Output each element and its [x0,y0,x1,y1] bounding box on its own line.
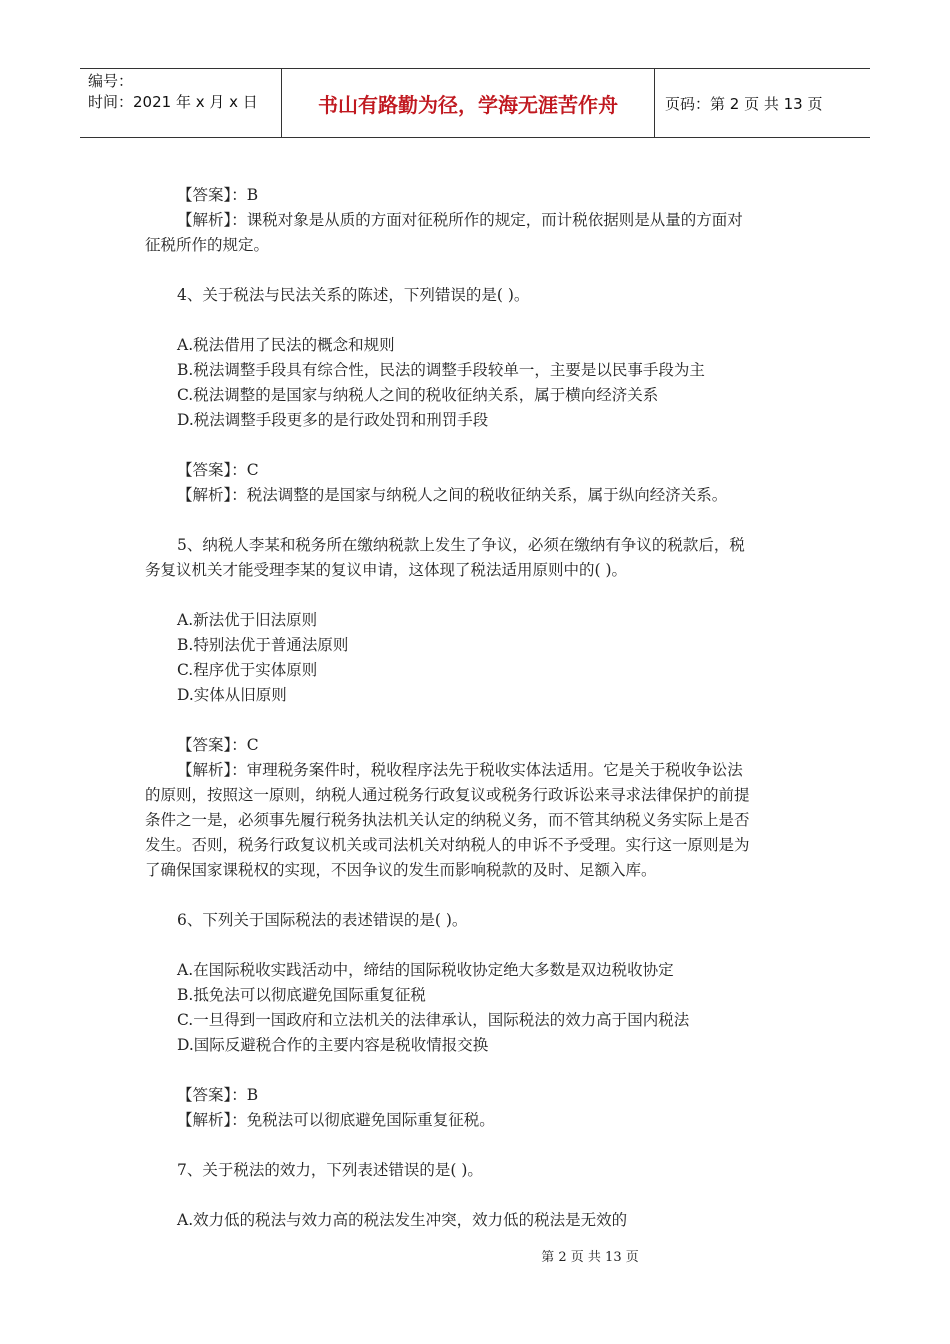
paragraph-spacer [145,258,805,283]
text-line: 【解析】：免税法可以彻底避免国际重复征税。 [177,1111,495,1129]
paragraph-spacer [145,708,805,733]
paragraph-spacer [145,1058,805,1083]
text-line: A.在国际税收实践活动中，缔结的国际税收协定绝大多数是双边税收协定 [177,961,674,979]
text-line: 【解析】：税法调整的是国家与纳税人之间的税收征纳关系，属于纵向经济关系。 [177,486,728,504]
page-header [80,68,870,138]
text-line: A.税法借用了民法的概念和规则 [177,336,395,354]
paragraph-spacer [145,1183,805,1208]
document-body [145,183,805,1233]
text-line: 的原则，按照这一原则，纳税人通过税务行政复议或税务行政诉讼来寻求法律保护的前提 [145,786,750,804]
text-line: 【解析】：课税对象是从质的方面对征税所作的规定，而计税依据则是从量的方面对 [177,211,743,229]
text-line: 务复议机关才能受理李某的复议申请，这体现了税法适用原则中的( )。 [145,561,628,579]
document-date: 时间：2021 年 x 月 x 日 [88,93,258,111]
text-line: C.一旦得到一国政府和立法机关的法律承认，国际税法的效力高于国内税法 [177,1011,690,1029]
text-line: C.税法调整的是国家与纳税人之间的税收征纳关系，属于横向经济关系 [177,386,659,404]
paragraph-spacer [145,508,805,533]
text-line: D.国际反避税合作的主要内容是税收情报交换 [177,1036,489,1054]
header-page-info: 页码：第 2 页 共 13 页 [665,94,823,113]
document-number-label: 编号： [88,72,134,90]
paragraph-spacer [145,883,805,908]
header-meta [80,69,282,137]
text-line: B.抵免法可以彻底避免国际重复征税 [177,986,426,1004]
paragraph-spacer [145,1133,805,1158]
text-line: D.税法调整手段更多的是行政处罚和刑罚手段 [177,411,489,429]
text-line: 【解析】：审理税务案件时，税收程序法先于税收实体法适用。它是关于税收争讼法 [177,761,743,779]
text-line: A.新法优于旧法原则 [177,611,318,629]
text-line: A.效力低的税法与效力高的税法发生冲突，效力低的税法是无效的 [177,1211,628,1229]
paragraph-spacer [145,583,805,608]
text-line: 【答案】：B [177,186,259,204]
text-line: B.特别法优于普通法原则 [177,636,349,654]
text-line: 5、纳税人李某和税务所在缴纳税款上发生了争议，必须在缴纳有争议的税款后，税 [177,536,745,554]
page-footer: 第 2 页 共 13 页 [541,1250,639,1265]
text-line: 条件之一是，必须事先履行税务执法机关认定的纳税义务，而不管其纳税义务实际上是否 [145,811,750,829]
text-line: 6、下列关于国际税法的表述错误的是( )。 [177,911,468,929]
text-line: 7、关于税法的效力，下列表述错误的是( )。 [177,1161,483,1179]
paragraph-spacer [145,308,805,333]
text-line: 【答案】：B [177,1086,259,1104]
text-line: B.税法调整手段具有综合性，民法的调整手段较单一，主要是以民事手段为主 [177,361,705,379]
text-line: 【答案】：C [177,736,259,754]
text-line: C.程序优于实体原则 [177,661,318,679]
paragraph-spacer [145,433,805,458]
text-line: D.实体从旧原则 [177,686,287,704]
text-line: 发生。否则，税务行政复议机关或司法机关对纳税人的申诉不予受理。实行这一原则是为 [145,836,750,854]
text-line: 征税所作的规定。 [145,236,270,254]
paragraph-spacer [145,933,805,958]
text-line: 了确保国家课税权的实现，不因争议的发生而影响税款的及时、足额入库。 [145,861,657,879]
text-line: 【答案】：C [177,461,259,479]
header-motto: 书山有路勤为径，学海无涯苦作舟 [282,69,655,137]
text-line: 4、关于税法与民法关系的陈述，下列错误的是( )。 [177,286,530,304]
